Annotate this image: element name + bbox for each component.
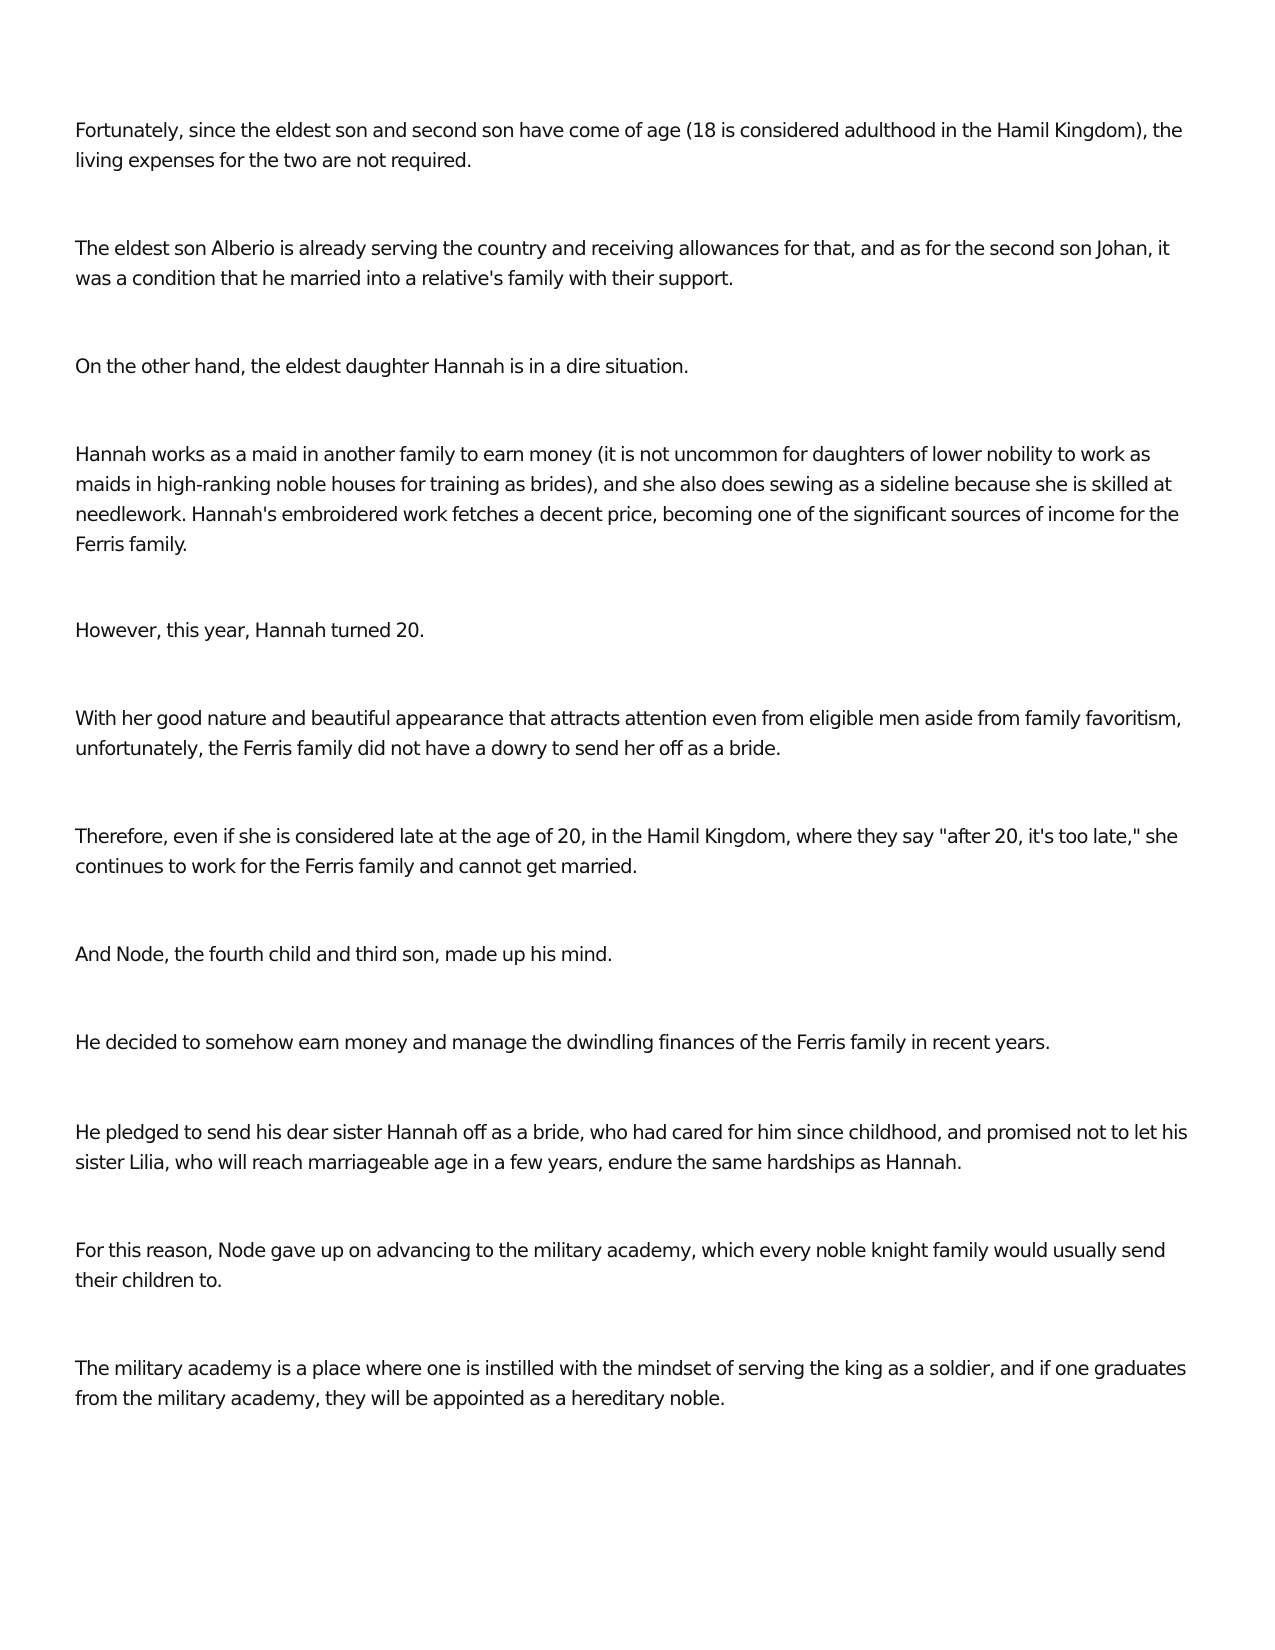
paragraph-10: He pledged to send his dear sister Hannah off as a bride, who had cared for him since childhood, and promised not to let his sister Lilia, who will reach marriageable age in a few years, endure the same hardships as Hannah. (75, 1121, 1188, 1174)
paragraph-12: The military academy is a place where one is instilled with the mindset of serving the king as a soldier, and if one graduates from the military academy, they will be appointed as a hereditary noble. (75, 1357, 1186, 1410)
paragraph-5: However, this year, Hannah turned 20. (75, 619, 425, 642)
paragraph-11: For this reason, Node gave up on advancing to the military academy, which every noble knight family would usually send their children to. (75, 1239, 1166, 1292)
paragraph-8: And Node, the fourth child and third son, made up his mind. (75, 943, 613, 966)
paragraph-6: With her good nature and beautiful appearance that attracts attention even from eligible men aside from family favoritism, unfortunately, the Ferris family did not have a dowry to send her off as a bride. (75, 707, 1182, 760)
paragraph-9: He decided to somehow earn money and manage the dwindling finances of the Ferris family in recent years. (75, 1031, 1051, 1054)
paragraph-2: The eldest son Alberio is already serving the country and receiving allowances for that, and as for the second son Johan, it was a condition that he married into a relative's family with their support. (75, 237, 1170, 290)
paragraph-4: Hannah works as a maid in another family to earn money (it is not uncommon for daughters of lower nobility to work as maids in high-ranking noble houses for training as brides), and she also does sewing as a sideline because she is skilled at needlework. Hannah's embroidered work fetches a decent price, becoming one of the significant sources of income for the Ferris family. (75, 443, 1179, 556)
paragraph-7: Therefore, even if she is considered late at the age of 20, in the Hamil Kingdom, where they say "after 20, it's too late," she continues to work for the Ferris family and cannot get married. (75, 825, 1178, 878)
paragraph-1: Fortunately, since the eldest son and second son have come of age (18 is considered adulthood in the Hamil Kingdom), the living expenses for the two are not required. (75, 119, 1183, 172)
paragraph-3: On the other hand, the eldest daughter Hannah is in a dire situation. (75, 355, 689, 378)
